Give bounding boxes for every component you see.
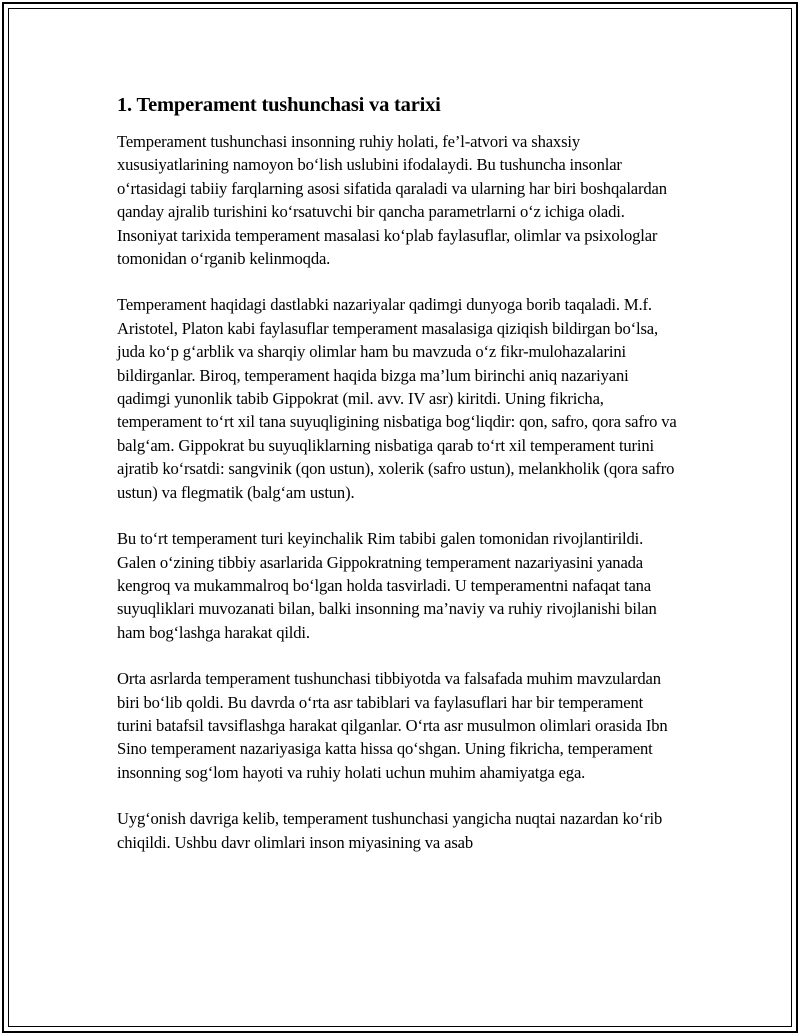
paragraph-4: Orta asrlarda temperament tushunchasi tibbiyotda va falsafada muhim mavzulardan biri bo‘lib qoldi. Bu davrda o‘rta asr tabiblari va faylasuflari har bir temperament turini batafsil tavsiflashga harakat qilganlar. O‘rta asr musulmon olimlari orasida Ibn Sino temperament nazariyasiga katta hissa qo‘shgan. Uning fikricha, temperament insonning sog‘lom hayoti va ruhiy holati uchun muhim ahamiyatga ega. — [117, 669, 668, 782]
section-heading: 1. Temperament tushunchasi va tarixi — [117, 94, 441, 116]
paragraph-3: Bu to‘rt temperament turi keyinchalik Rim tabibi galen tomonidan rivojlantirildi. Galen o‘zining tibbiy asarlarida Gippokratning temperament nazariyasini yanada kengroq va mukammalroq bo‘lgan holda tasvirladi. U temperamentni nafaqat tana suyuqliklari muvozanati bilan, balki insonning ma’naviy va ruhiy rivojlanishi bilan ham bog‘lashga harakat qildi. — [117, 529, 657, 642]
paragraph-5: Uyg‘onish davriga kelib, temperament tushunchasi yangicha nuqtai nazardan ko‘rib chiqildi. Ushbu davr olimlari inson miyasining va asab — [117, 809, 663, 852]
paragraph-1: Temperament tushunchasi insonning ruhiy holati, fe’l-atvori va shaxsiy xususiyatlarining namoyon bo‘lish uslubini ifodalaydi. Bu tushuncha insonlar o‘rtasidagi tabiiy farqlarning asosi sifatida qaraladi va ularning har biri boshqalardan qanday ajralib turishini ko‘rsatuvchi bir qancha parametrlarni o‘z ichiga oladi. Insoniyat tarixida temperament masalasi ko‘plab faylasuflar, olimlar va psixologlar tomonidan o‘rganib kelinmoqda. — [117, 132, 667, 269]
document-body — [117, 90, 677, 877]
paragraph-2: Temperament haqidagi dastlabki nazariyalar qadimgi dunyoga borib taqaladi. M.f. Aristotel, Platon kabi faylasuflar temperament masalasiga qiziqish bildirgan bo‘lsa, juda ko‘p g‘arblik va sharqiy olimlar ham bu mavzuda o‘z fikr-mulohazalarini bildirganlar. Biroq, temperament haqida bizga ma’lum birinchi aniq nazariyani qadimgi yunonlik tabib Gippokrat (mil. avv. IV asr) kiritdi. Uning fikricha, temperament to‘rt xil tana suyuqligining nisbatiga bog‘liqdir: qon, safro, qora safro va balg‘am. Gippokrat bu suyuqliklarning nisbatiga qarab to‘rt xil temperament turini ajratib ko‘rsatdi: sangvinik (qon ustun), xolerik (safro ustun), melankholik (qora safro ustun) va flegmatik (balg‘am ustun). — [117, 295, 677, 502]
